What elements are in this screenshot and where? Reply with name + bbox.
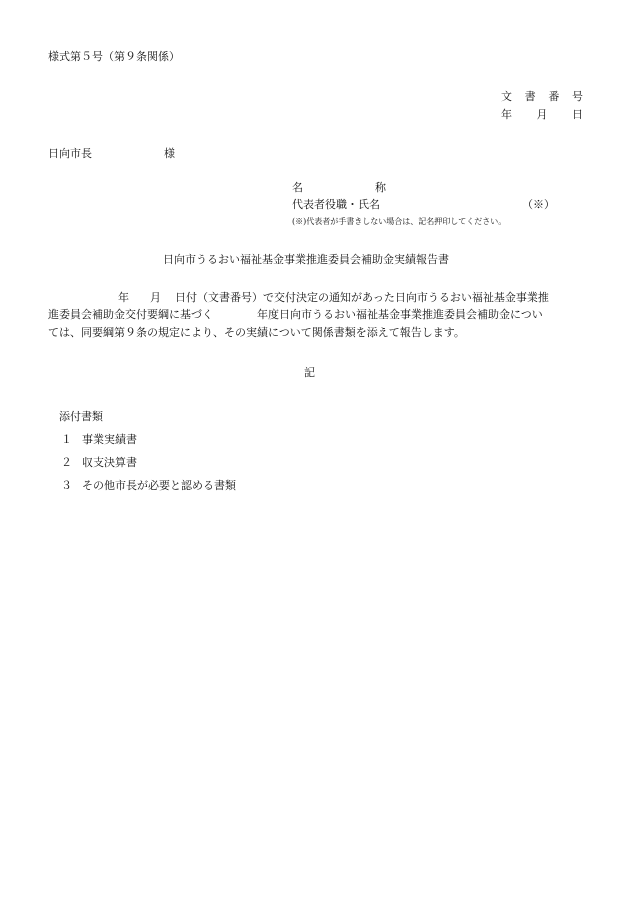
addressee-honorific: 様 [164,147,175,160]
applicant-name-label [292,181,386,195]
body-line3-text: ては、同要綱第９条の規定により、その実績について関係書類を添えて報告します。 [48,326,465,339]
name-char: 名 [292,181,303,194]
ki-heading: 記 [304,366,315,379]
body-line2-text-a: 進委員会補助金交付要綱に基づく [48,308,213,321]
attachments-heading: 添付書類 [59,410,103,423]
date-month-char: 月 [536,108,548,121]
body-line1-text: 日付（文書番号）で交付決定の通知があった日向市うるおい福祉基金事業推 [175,291,549,304]
handwriting-note: (※)代表者が手書きしない場合は、記名押印してください。 [292,217,507,226]
body-month: 月 [150,291,161,304]
date-year-char: 年 [501,108,512,121]
handwriting-mark: （※） [522,198,555,211]
doc-number-char: 文 [501,90,512,103]
attachment-item-label: 収支決算書 [82,456,137,469]
body-year: 年 [118,291,129,304]
date-label [501,108,583,122]
name-char: 称 [375,181,386,194]
attachment-item-label: 事業実績書 [82,433,137,446]
attachment-item-number: １ [61,433,72,446]
document-number-label [501,90,583,104]
representative-label: 代表者役職・氏名 [292,198,380,211]
addressee-title: 日向市長 [48,147,92,160]
body-line2-text-b: 年度日向市うるおい福祉基金事業推進委員会補助金につい [257,308,543,321]
doc-number-char: 号 [571,90,583,103]
attachment-item-number: ３ [61,479,72,492]
attachment-item-label: その他市長が必要と認める書類 [82,479,236,492]
doc-number-char: 番 [548,90,560,103]
date-day-char: 日 [572,108,583,121]
doc-number-char: 書 [524,90,536,103]
report-title: 日向市うるおい福祉基金事業推進委員会補助金実績報告書 [163,253,449,266]
attachment-item-number: ２ [61,456,72,469]
form-number: 様式第５号（第９条関係） [48,50,180,63]
